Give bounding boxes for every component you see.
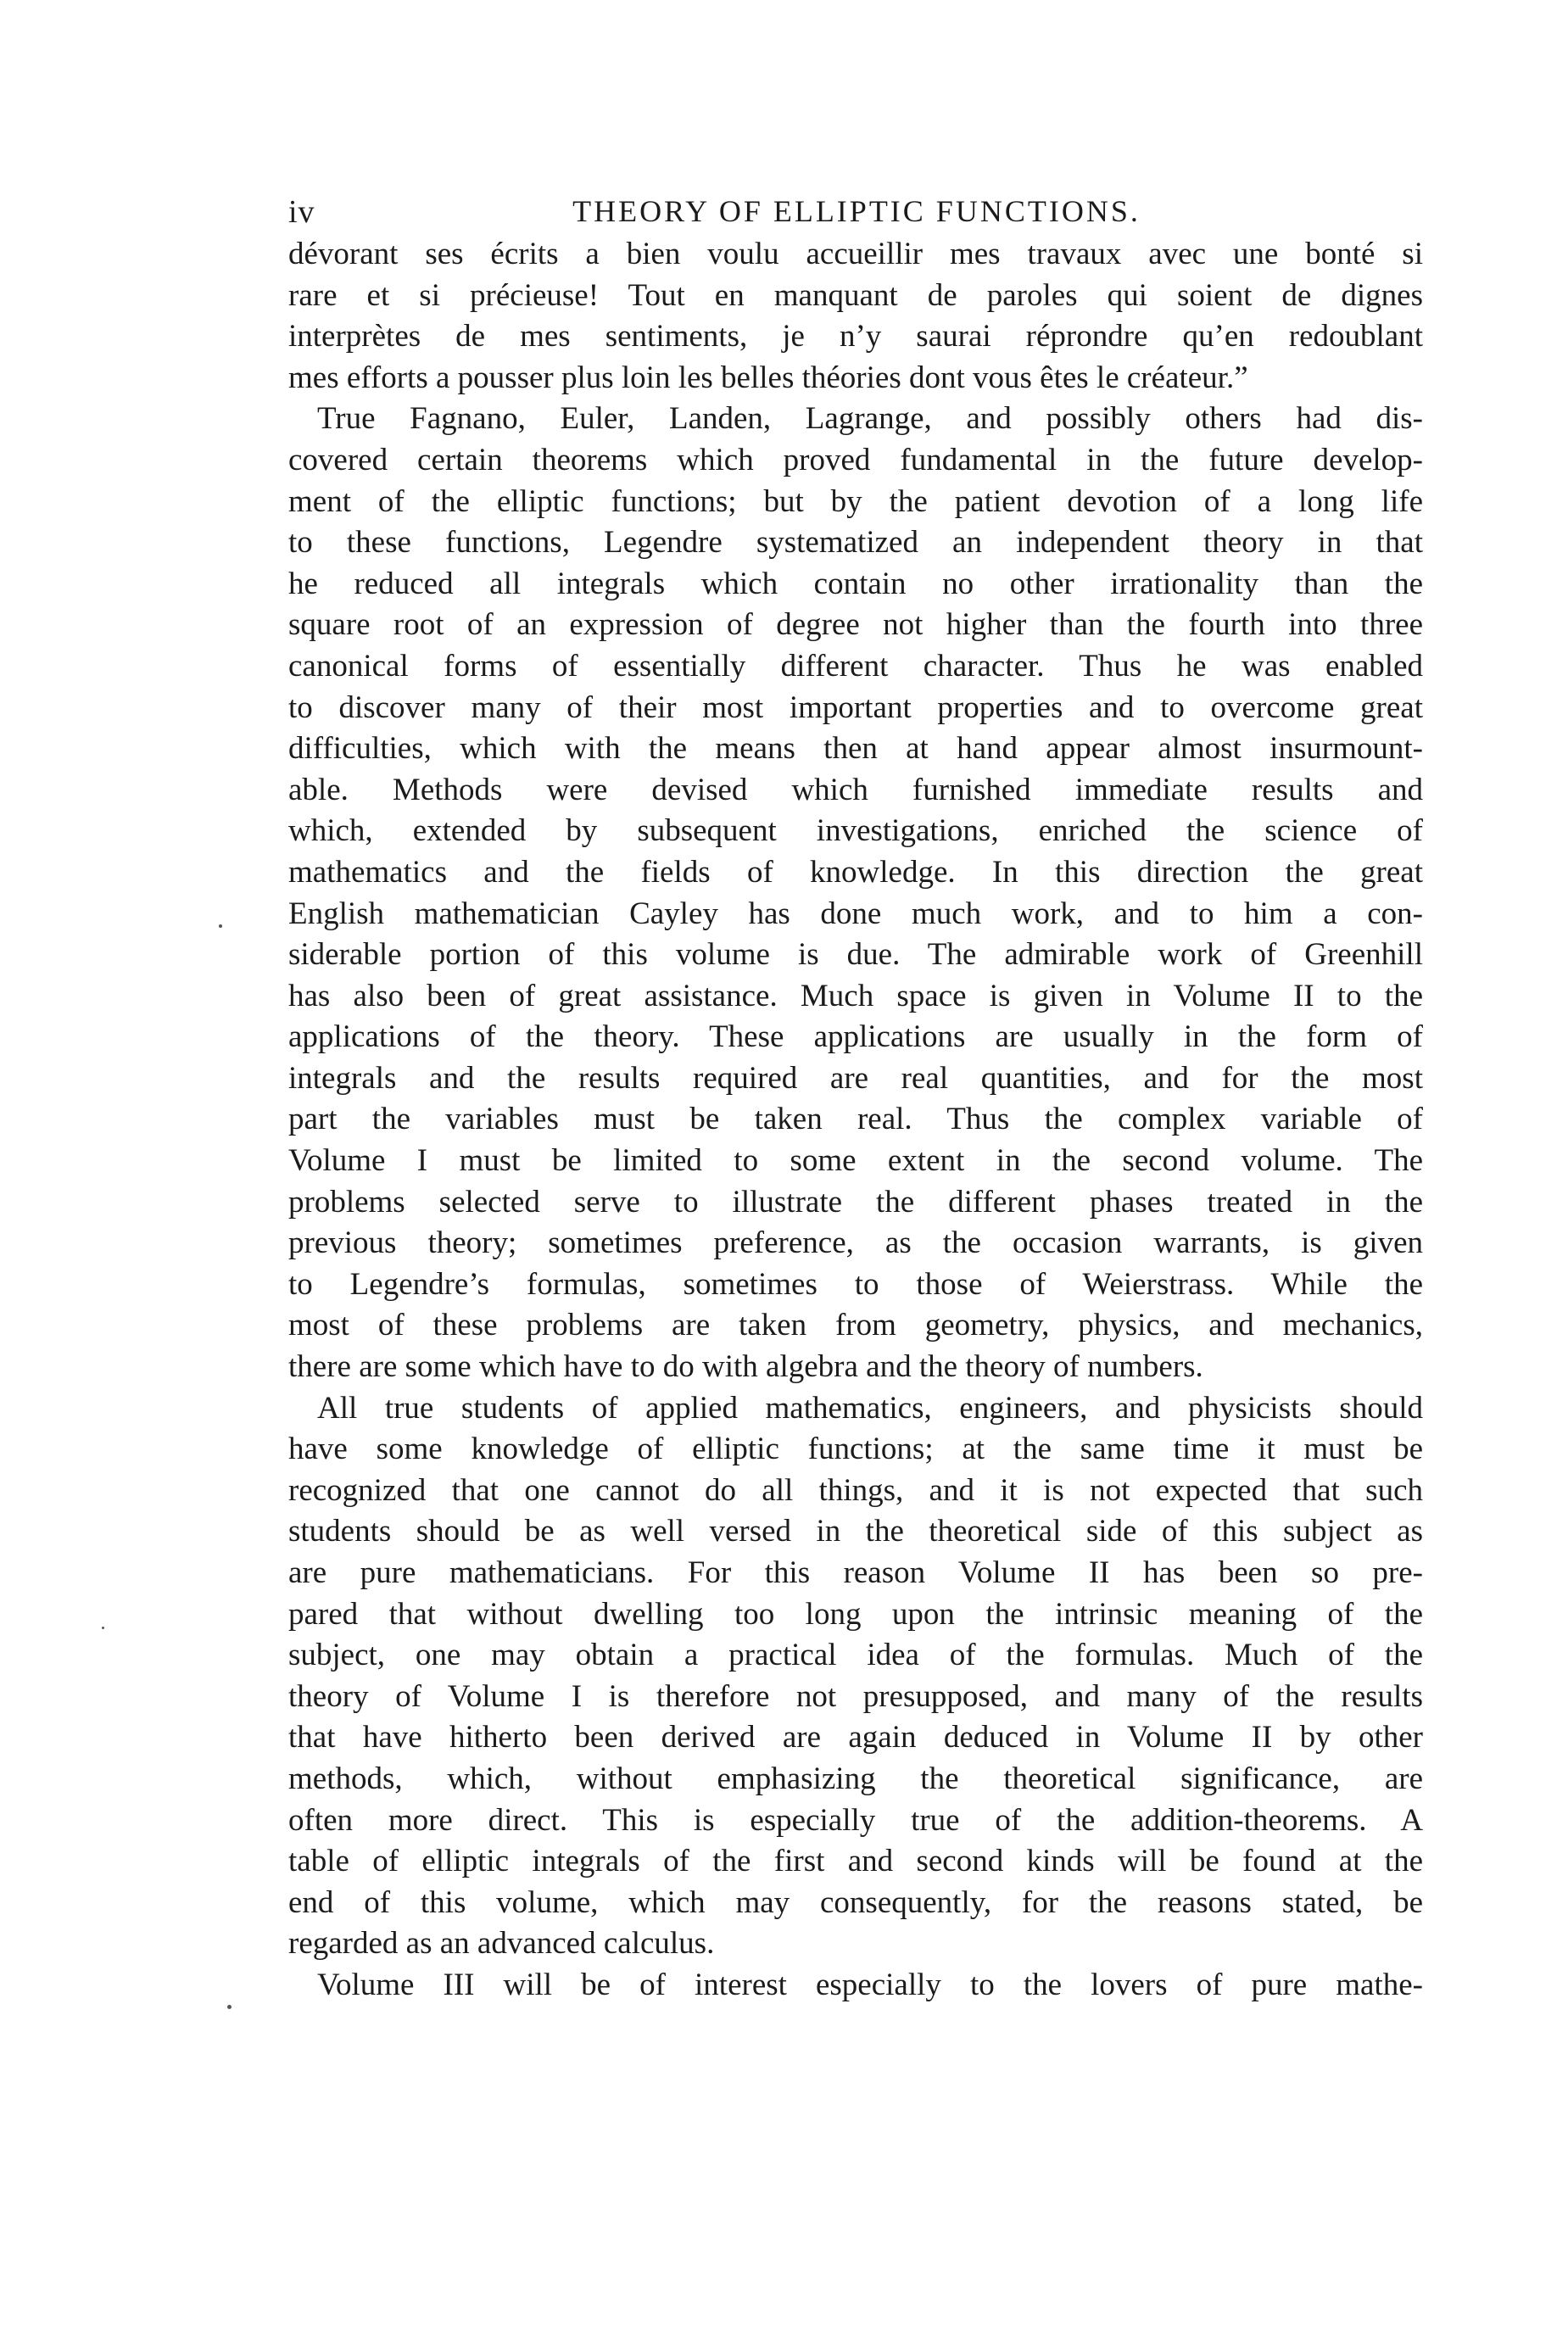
- text-line: theory of Volume I is therefore not presupposed, and many of the results: [288, 1678, 1423, 1714]
- paragraph: [288, 234, 1423, 399]
- body-text: [288, 234, 1423, 2007]
- text-line: regarded as an advanced calculus.: [288, 1926, 715, 1962]
- text-line: end of this volume, which may consequently, for the reasons stated, be: [288, 1884, 1423, 1920]
- text-line: methods, which, without emphasizing the theoretical significance, are: [288, 1761, 1423, 1796]
- text-line: previous theory; sometimes preference, as the occasion warrants, is given: [288, 1225, 1423, 1261]
- text-line: English mathematician Cayley has done much work, and to him a con-: [288, 896, 1423, 931]
- text-line: mathematics and the fields of knowledge. In this direction the great: [288, 854, 1423, 890]
- text-line: part the variables must be taken real. Thus the complex variable of: [288, 1102, 1423, 1137]
- running-title: THEORY OF ELLIPTIC FUNCTIONS.: [572, 194, 1141, 228]
- text-line: to discover many of their most important properties and to overcome great: [288, 689, 1423, 725]
- text-line: able. Methods were devised which furnished immediate results and: [288, 772, 1423, 807]
- text-line: integrals and the results required are real quantities, and for the most: [288, 1060, 1423, 1096]
- text-line: True Fagnano, Euler, Landen, Lagrange, and possibly others had dis-: [317, 401, 1423, 437]
- text-line: subject, one may obtain a practical idea of the formulas. Much of the: [288, 1638, 1423, 1673]
- text-line: which, extended by subsequent investigations, enriched the science of: [288, 813, 1423, 849]
- text-line: interprètes de mes sentiments, je n’y saurai réprondre qu’en redoublant: [288, 319, 1423, 354]
- text-line: students should be as well versed in the theoretical side of this subject as: [288, 1514, 1423, 1549]
- text-line: dévorant ses écrits a bien voulu accueillir mes travaux avec une bonté si: [288, 237, 1423, 271]
- text-line: that have hitherto been derived are again deduced in Volume II by other: [288, 1720, 1423, 1756]
- page-number: iv: [288, 194, 315, 230]
- paragraph: [288, 399, 1423, 1387]
- text-line: to Legendre’s formulas, sometimes to those of Weierstrass. While the: [288, 1266, 1423, 1302]
- text-line: rare et si précieuse! Tout en manquant de paroles qui soient de dignes: [288, 277, 1423, 313]
- text-line: siderable portion of this volume is due. The admirable work of Greenhill: [288, 937, 1423, 973]
- running-head: [288, 193, 1425, 236]
- text-line: square root of an expression of degree not higher than the fourth into three: [288, 607, 1423, 643]
- text-line: table of elliptic integrals of the first and second kinds will be found at the: [288, 1844, 1423, 1879]
- scan-speck: [102, 1627, 104, 1629]
- text-line: he reduced all integrals which contain no other irrationality than the: [288, 566, 1423, 601]
- text-line: have some knowledge of elliptic functions; at the same time it must be: [288, 1432, 1423, 1467]
- text-line: canonical forms of essentially different character. Thus he was enabled: [288, 648, 1423, 684]
- text-line: All true students of applied mathematics, engineers, and physicists should: [317, 1390, 1423, 1426]
- text-line: applications of the theory. These applications are usually in the form of: [288, 1019, 1423, 1055]
- text-line: recognized that one cannot do all things, and it is not expected that such: [288, 1472, 1423, 1508]
- text-line: are pure mathematicians. For this reason Volume II has been so pre-: [288, 1555, 1423, 1590]
- scan-speck: [227, 2005, 232, 2009]
- scan-speck: [219, 924, 222, 928]
- text-line: mes efforts a pousser plus loin les belles théories dont vous êtes le créateur.”: [288, 360, 1248, 395]
- text-line: to these functions, Legendre systematized an independent theory in that: [288, 525, 1423, 561]
- paragraph: [288, 1965, 1423, 2007]
- paragraph: [288, 1388, 1423, 1965]
- text-line: pared that without dwelling too long upon the intrinsic meaning of the: [288, 1596, 1423, 1632]
- text-line: problems selected serve to illustrate the different phases treated in the: [288, 1184, 1423, 1220]
- text-line: has also been of great assistance. Much space is given in Volume II to the: [288, 978, 1423, 1013]
- text-line: Volume I must be limited to some extent in the second volume. The: [288, 1143, 1423, 1179]
- text-line: often more direct. This is especially true of the addition-theorems. A: [288, 1802, 1423, 1838]
- text-line: difficulties, which with the means then at hand appear almost insurmount-: [288, 731, 1423, 767]
- text-line: most of these problems are taken from geometry, physics, and mechanics,: [288, 1308, 1423, 1343]
- text-line: there are some which have to do with algebra and the theory of numbers.: [288, 1349, 1203, 1385]
- text-line: Volume III will be of interest especially to the lovers of pure mathe-: [317, 1967, 1423, 2002]
- text-line: covered certain theorems which proved fundamental in the future develop-: [288, 442, 1423, 477]
- text-line: ment of the elliptic functions; but by the patient devotion of a long life: [288, 483, 1423, 519]
